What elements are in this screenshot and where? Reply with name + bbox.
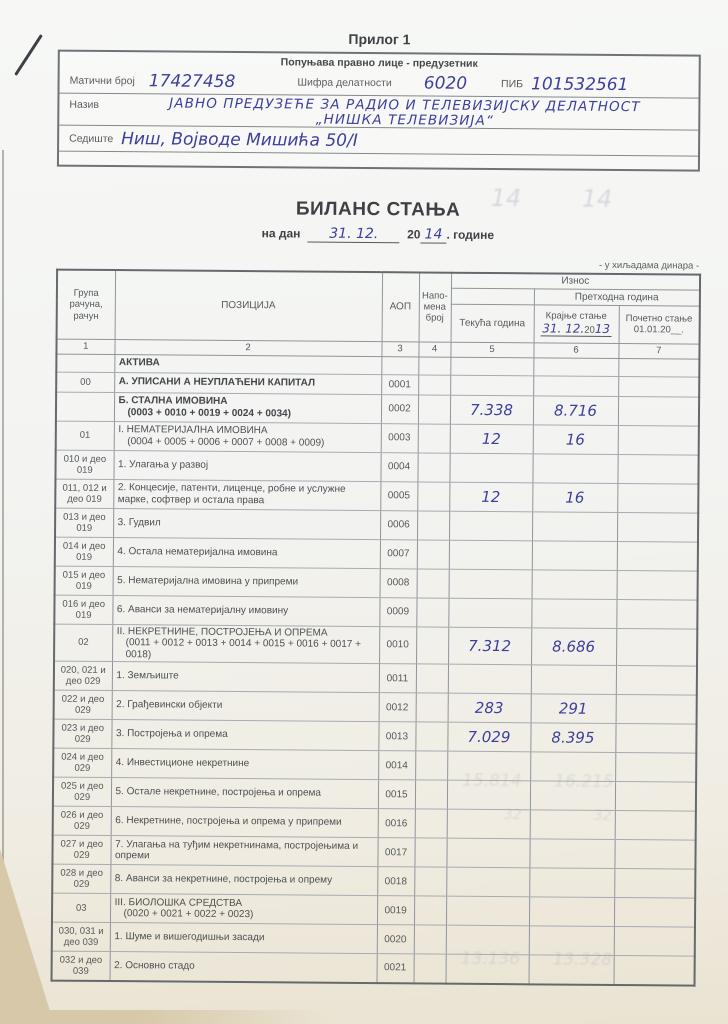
note-cell — [414, 838, 446, 867]
naziv-line1: ЈАВНО ПРЕДУЗЕЋЕ ЗА РАДИО И ТЕЛЕВИЗИЈСКУ ДЕЛАТНОСТ — [169, 95, 641, 116]
position-cell: АКТИВА — [114, 354, 381, 374]
prev-start-value-cell — [615, 752, 696, 782]
prev-start-value-cell — [618, 358, 699, 377]
bleed-through-mark: 32 — [593, 807, 612, 824]
header-position-column: ПОЗИЦИЈА — [115, 270, 383, 341]
prev-start-value-cell — [615, 810, 696, 840]
account-group-cell — [56, 392, 114, 421]
account-group-cell: 025 и део 029 — [53, 777, 111, 806]
note-cell — [417, 510, 449, 539]
current-year-value-cell: 12 — [450, 424, 533, 454]
note-cell — [418, 423, 450, 452]
units-note: - у хиљадама динара - — [598, 259, 700, 272]
current-year-value-cell — [449, 453, 532, 483]
note-cell — [418, 374, 450, 394]
sediste-label: Седиште — [69, 132, 114, 145]
prev-start-value-cell — [616, 665, 697, 695]
header-empty-cell — [451, 288, 534, 305]
position-cell: 2. Грађевински објекти — [112, 691, 379, 722]
note-cell — [415, 809, 447, 838]
prev-end-value-cell — [531, 598, 616, 628]
position-cell: 1. Шуме и вишегодишњи засади — [110, 923, 377, 954]
bleed-through-mark: 32 — [503, 807, 522, 824]
current-year-value-cell — [449, 540, 532, 570]
prev-end-date: 31. 12.2013 — [540, 322, 612, 338]
bleed-through-mark: 14 — [581, 184, 613, 213]
aop-cell: 0011 — [379, 664, 416, 693]
prev-start-value-cell — [614, 926, 695, 956]
prev-start-value-cell — [616, 694, 697, 724]
naziv-line2: „НИШКА ТЕЛЕВИЗИЈА“ — [315, 111, 495, 129]
bleed-through-mark: 15.814 — [462, 770, 522, 792]
aop-cell: 0006 — [380, 510, 417, 539]
position-cell: Б. СТАЛНА ИМОВИНА (0003 + 0010 + 0019 + 0024 + 0034) — [114, 392, 381, 423]
aop-cell: 0009 — [379, 597, 416, 626]
account-group-cell: 014 и део 019 — [55, 537, 113, 566]
prev-start-value-cell — [617, 483, 698, 513]
account-group-cell: 010 и део 019 — [55, 450, 113, 479]
naziv-value — [121, 96, 688, 129]
prev-end-value-cell — [532, 540, 617, 570]
current-year-value-cell — [446, 867, 529, 897]
note-cell — [417, 539, 449, 568]
position-cell: III. БИОЛОШКА СРЕДСТВА (0020 + 0021 + 0022 + 0023) — [110, 894, 377, 925]
note-cell — [416, 597, 448, 626]
current-year-value-cell: 283 — [448, 693, 531, 723]
note-cell — [417, 452, 449, 481]
aop-cell: 0014 — [378, 751, 415, 780]
current-year-value-cell — [448, 598, 531, 628]
current-year-value-cell — [449, 511, 532, 541]
prev-end-value-cell: 8.686 — [531, 627, 616, 665]
account-group-cell: 011, 012 и део 019 — [55, 479, 113, 508]
note-cell — [414, 954, 446, 983]
account-group-cell: 01 — [56, 421, 114, 450]
date-day-month: 31. 12. — [308, 226, 400, 244]
date-prefix: на дан — [261, 226, 301, 241]
position-cell: 2. Концесије, патенти, лиценце, робне и услужне марке, софтвер и остала права — [113, 479, 380, 510]
prev-start-value-cell — [617, 512, 698, 542]
note-cell — [414, 896, 446, 925]
position-cell: 3. Постројења и опрема — [111, 720, 378, 751]
position-cell: 4. Инвестиционе некретнине — [111, 749, 378, 780]
attachment-label: Прилог 1 — [348, 30, 411, 48]
note-cell — [414, 925, 446, 954]
current-year-value-cell — [450, 357, 533, 376]
account-group-cell: 02 — [54, 624, 112, 662]
prev-start-value-cell — [618, 396, 699, 426]
position-cell: 5. Нематеријална имовина у припреми — [113, 566, 380, 597]
prev-start-value-cell — [617, 454, 698, 484]
date-year: 14 — [420, 226, 446, 243]
balance-sheet-table — [51, 269, 702, 987]
bleed-through-mark: 13.136 — [460, 948, 521, 970]
company-info-box — [57, 50, 701, 172]
maticni-broj-label: Матични број — [69, 74, 135, 88]
position-cell: 1. Земљиште — [112, 662, 379, 693]
current-year-value-cell — [446, 896, 529, 926]
aop-cell: 0004 — [380, 452, 417, 481]
position-cell: 7. Улагања на туђим некретнинама, постројењима и опреми — [110, 836, 377, 867]
date-century: 20 — [407, 227, 421, 242]
header-note-column: Напо- мена број — [419, 272, 452, 341]
current-year-value-cell: 12 — [449, 482, 532, 512]
account-group-cell: 016 и део 019 — [54, 595, 112, 624]
table-row — [54, 624, 697, 667]
aop-cell — [381, 356, 418, 374]
prev-end-value-cell — [533, 375, 618, 396]
aop-cell: 0018 — [377, 867, 414, 896]
position-cell: 3. Гудвил — [113, 508, 380, 539]
prev-end-value-cell: 8.716 — [533, 395, 618, 425]
prev-end-value-cell: 291 — [531, 694, 616, 724]
current-year-value-cell — [449, 569, 532, 599]
bleed-through-mark: 16.215 — [554, 771, 614, 792]
account-group-cell — [56, 354, 114, 372]
account-group-cell: 022 и део 029 — [54, 690, 112, 719]
header-previous-year: Претходна година — [534, 288, 700, 305]
position-cell: 6. Некретнине, постројења и опрема у припреми — [111, 807, 378, 838]
account-group-cell: 023 и део 029 — [53, 719, 111, 748]
date-suffix: . године — [446, 227, 495, 243]
company-name-row — [59, 94, 698, 131]
prev-start-value-cell — [615, 781, 696, 811]
table-header — [56, 270, 700, 359]
aop-cell: 0020 — [377, 925, 414, 954]
prev-start-value-cell — [614, 868, 695, 898]
prev-start-value-cell — [614, 955, 695, 985]
aop-cell: 0015 — [378, 780, 415, 809]
pib-label: ПИБ — [501, 78, 524, 91]
header-amount: Износ — [451, 273, 700, 290]
column-numbers-row: 1 2 3 4 5 6 7 — [56, 339, 699, 359]
bleed-through-mark: 13.328 — [552, 949, 613, 970]
prev-start-value-cell — [616, 599, 697, 629]
aop-cell: 0010 — [379, 626, 416, 664]
bleed-through-mark: 14 — [490, 184, 522, 213]
prev-start-value-cell — [617, 570, 698, 600]
position-cell: А. УПИСАНИ А НЕУПЛАЋЕНИ КАПИТАЛ — [114, 372, 381, 394]
account-group-cell: 020, 021 и део 029 — [54, 661, 112, 690]
aop-cell: 0001 — [381, 374, 418, 394]
account-group-cell: 00 — [56, 372, 114, 392]
prev-start-value-cell — [614, 897, 695, 927]
current-year-value-cell: 7.312 — [448, 627, 531, 665]
account-group-cell: 032 и део 039 — [52, 951, 110, 980]
header-prev-end: Крајње стање 31. 12.2013 — [534, 304, 619, 343]
account-group-cell: 013 и део 019 — [55, 508, 113, 537]
prev-end-value-cell: 16 — [532, 482, 617, 512]
position-cell: 1. Улагања у развој — [113, 450, 380, 481]
prev-end-value-cell — [532, 569, 617, 599]
current-year-value-cell — [446, 838, 529, 868]
account-group-cell: 015 и део 019 — [55, 566, 113, 595]
table-body — [52, 354, 700, 986]
header-prev-start: Почетно стање 01.01.20__. — [619, 305, 700, 344]
aop-cell: 0008 — [380, 568, 417, 597]
note-cell — [417, 481, 449, 510]
note-cell — [417, 568, 449, 597]
prev-end-value-cell — [531, 665, 616, 695]
header-group-column: Група рачуна, рачун — [57, 270, 116, 339]
form-note: Попуњава правно лице - предузетник — [280, 56, 478, 70]
note-cell — [415, 751, 447, 780]
sifra-delatnosti-label: Шифра делатности — [297, 76, 392, 90]
prev-end-value-cell — [529, 868, 614, 898]
page-title: БИЛАНС СТАЊА — [295, 198, 461, 221]
note-cell — [416, 626, 448, 664]
note-cell — [415, 722, 447, 751]
aop-cell: 0016 — [378, 809, 415, 838]
aop-cell: 0003 — [381, 423, 418, 452]
account-group-cell: 03 — [52, 893, 110, 922]
current-year-value-cell: 7.338 — [450, 395, 533, 425]
note-cell — [418, 356, 450, 374]
prev-end-value-cell — [532, 453, 617, 483]
maticni-broj-value: 17427458 — [148, 71, 236, 92]
aop-cell: 0007 — [380, 539, 417, 568]
prev-end-value-cell — [532, 511, 617, 541]
current-year-value-cell — [448, 664, 531, 694]
prev-end-value-cell: 8.395 — [530, 723, 615, 753]
note-cell — [416, 664, 448, 693]
header-current-year: Текућа година — [451, 304, 534, 343]
account-group-cell: 030, 031 и део 039 — [52, 922, 110, 951]
position-cell: 8. Аванси за некретнине, постројења и опрему — [110, 865, 377, 896]
aop-cell: 0017 — [377, 838, 414, 867]
position-cell: 4. Остала нематеријална имовина — [113, 537, 380, 568]
current-year-value-cell: 7.029 — [447, 722, 530, 752]
naziv-label: Назив — [69, 98, 100, 111]
scanner-bed-strip — [0, 1010, 330, 1024]
aop-cell: 0019 — [377, 896, 414, 925]
account-group-cell: 027 и део 029 — [52, 835, 110, 864]
position-cell: II. НЕКРЕТНИНЕ, ПОСТРОЈЕЊА И ОПРЕМА (0011 + 0012 + 0013 + 0014 + 0015 + 0016 + 0017 + 0018) — [112, 624, 379, 664]
account-group-cell: 028 и део 029 — [52, 864, 110, 893]
aop-cell: 0012 — [379, 693, 416, 722]
aop-cell: 0021 — [377, 954, 414, 983]
note-cell — [418, 394, 450, 423]
prev-end-value-cell — [529, 839, 614, 869]
aop-cell: 0013 — [378, 722, 415, 751]
prev-end-value-cell — [533, 357, 618, 376]
position-cell: 2. Основно стадо — [110, 952, 377, 983]
prev-start-value-cell — [617, 541, 698, 571]
date-line — [56, 224, 699, 246]
prev-start-value-cell — [616, 628, 697, 666]
prev-start-value-cell — [618, 425, 699, 455]
aop-cell: 0002 — [381, 394, 418, 423]
note-cell — [416, 693, 448, 722]
prev-start-value-cell — [618, 376, 699, 397]
aop-cell: 0005 — [380, 481, 417, 510]
prev-end-value-cell — [529, 897, 614, 927]
note-cell — [415, 780, 447, 809]
header-aop-column: АОП — [382, 272, 420, 341]
account-group-cell: 024 и део 029 — [53, 748, 111, 777]
position-cell: 6. Аванси за нематеријалну имовину — [112, 595, 379, 626]
pib-value: 101532561 — [530, 74, 629, 96]
sediste-value: Ниш, Војводе Мишића 50/I — [121, 128, 358, 151]
prev-start-value-cell — [614, 839, 695, 869]
position-cell: 5. Остале некретнине, постројења и опрема — [111, 778, 378, 809]
note-cell — [414, 867, 446, 896]
position-cell: I. НЕМАТЕРИЈАЛНА ИМОВИНА (0004 + 0005 + 0006 + 0007 + 0008 + 0009) — [114, 421, 381, 452]
account-group-cell: 026 и део 029 — [53, 806, 111, 835]
current-year-value-cell — [450, 375, 533, 396]
prev-start-value-cell — [615, 723, 696, 753]
sifra-delatnosti-value: 6020 — [423, 73, 468, 94]
prev-end-value-cell: 16 — [533, 424, 618, 454]
